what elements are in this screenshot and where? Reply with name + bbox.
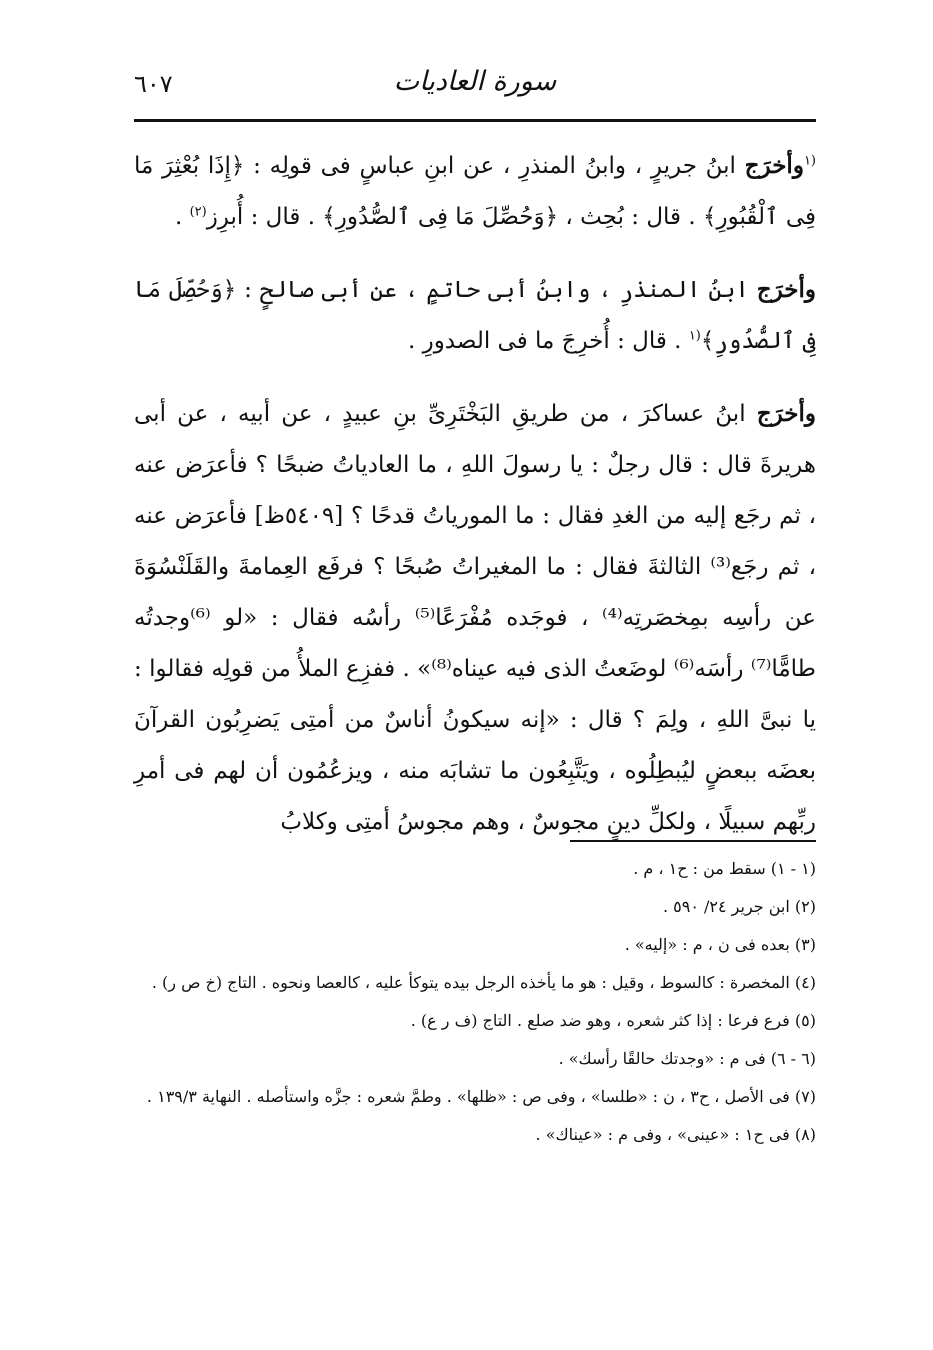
paragraph-end-text: . (174, 204, 190, 230)
header-rule (134, 119, 816, 122)
footnote: (١ - ١) سقط من : ح١ ، م . (633, 859, 816, 878)
footnote: (٦ - ٦) فى م : «وجدتك حالقًا رأسك» . (558, 1049, 816, 1068)
page-header (134, 66, 816, 110)
footnote: (٨) فى ح١ : «عينى» ، وفى م : «عيناك» . (535, 1125, 816, 1144)
paragraph-end-text: . قال : أُخرِجَ ما فى الصدورِ . (407, 328, 689, 354)
paragraph-lead: وأخرَج (756, 400, 816, 427)
paragraph-1 (134, 140, 816, 243)
page-number: ٦٠٧ (134, 70, 173, 98)
footnote: (٣) بعده فى ن ، م : «إليه» . (624, 935, 816, 954)
footnotes (134, 852, 816, 1156)
footnote: (٤) المخصرة : كالسوط ، وقيل : هو ما يأخذه الرجل بيده يتوكأ عليه ، كالعصا ونحوه . التاج (خ ص ر) . (151, 973, 816, 992)
paragraph-text: ابنُ جريرٍ ، وابنُ المنذرِ ، عن ابنِ عباسٍ فى قولِه : ﴿إِذَا بُعْثِرَ مَا فِى ٱلْقُبُورِ﴾ . قال : بُحِث ، ﴿وَحُصِّلَ مَا فِى ٱلصُّدُورِ﴾ . قال : أُبرِز (134, 153, 816, 230)
footnote: (٥) فرع فرعا : إذا كثر شعره ، وهو ضد صلع . التاج (ف ر ع) . (410, 1011, 816, 1030)
paragraph-text: ابنُ عساكرَ ، من طريقِ البَخْتَرِىِّ بنِ عبيدٍ ، عن أبيه ، عن أبى هريرةَ قال : قال رجلٌ : يا رسولَ اللهِ ، ما العادياتُ ضبحًا ؟ فأعرَض عنه ، ثم رجَع إليه من الغدِ فقال : ما المورياتُ قدحًا ؟ [٥٤٠٩ظ] فأعرَض عنه ، ثم رجَع⁽³⁾ الثالثةَ فقال : ما المغيراتُ صُبحًا ؟ فرفَع العِمامةَ والقَلَنْسُوَةَ عن رأسِه بمِخصَرتِه⁽⁴⁾ ، فوجَده مُفْرَعًا⁽⁵⁾ رأسُه فقال : «لو ⁽⁶⁾وجدتُه طامًّا⁽⁷⁾ رأسَه⁽⁶⁾ لوضَعتُ الذى فيه عيناه⁽⁸⁾» . ففزِع الملأُ من قولِه فقالوا : يا نبىَّ اللهِ ، ولِمَ ؟ قال : «إنه سيكونُ أناسٌ من أمتِى يَضرِبُون القرآنَ بعضَه ببعضٍ ليُبطِلُوه ، ويَتَّبِعُون ما تشابَه منه ، ويزعُمُون أن لهم فى أمرِ ربِّهم سبيلًا ، ولكلِّ دينٍ مجوسٌ ، وهم مجوسُ أمتِى وكلابُ (134, 401, 817, 835)
footnote-ref: (١ (803, 153, 816, 169)
main-text (134, 140, 816, 869)
footnote-ref: (٢) (189, 204, 207, 220)
footnote-ref: (١ (688, 328, 701, 344)
paragraph-3 (134, 388, 816, 848)
footnote: (٢) ابن جرير ٢٤/ ٥٩٠ . (662, 897, 816, 916)
running-title: سورة العاديات (393, 66, 557, 97)
paragraph-lead: وأخرَج (756, 276, 816, 303)
paragraph-lead: وأخرَج (744, 152, 804, 179)
footnote: (٧) فى الأصل ، ح٣ ، ن : «طلسا» ، وفى ص : «ظلها» . وطمَّ شعره : جزَّه واستأصله . النهاية ١٣٩/٣ . (146, 1087, 816, 1106)
paragraph-2 (134, 264, 816, 367)
paragraph-text: ابنُ المنذرِ ، وابنُ أبى حاتمٍ ، عن أبى صالحٍ : ﴿وَحُصِّلَ مَا فِى ٱلصُّدُورِ﴾ (134, 277, 816, 354)
footnote-separator (570, 840, 816, 842)
